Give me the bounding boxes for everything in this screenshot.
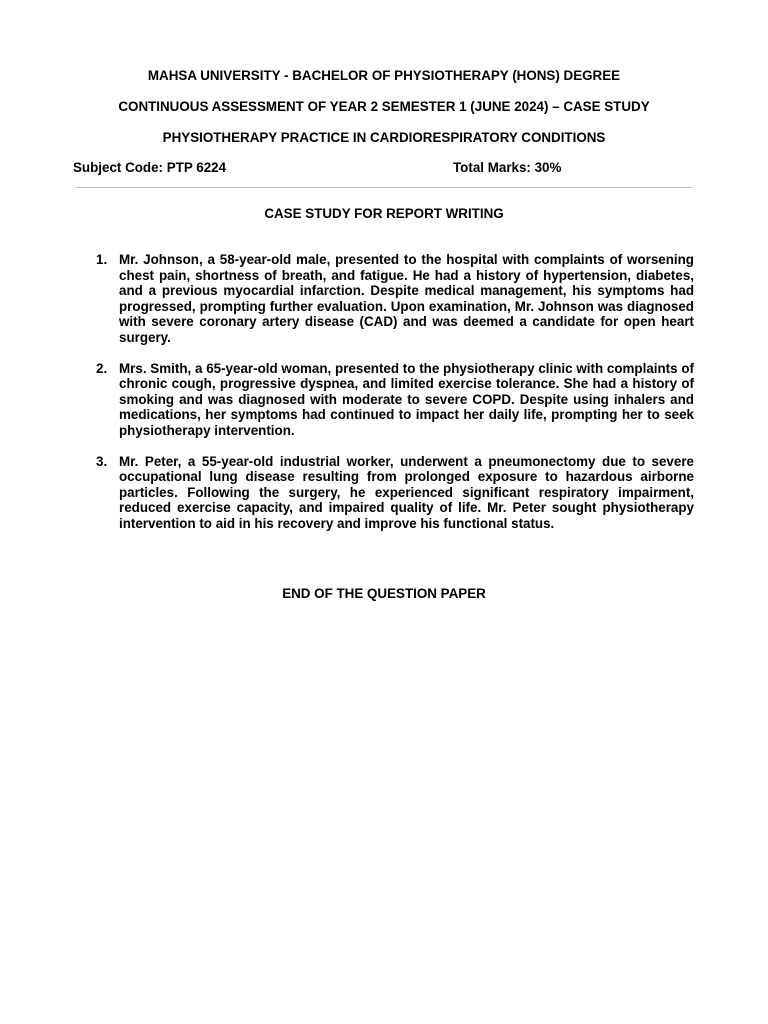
- case-text: Mr. Peter, a 55-year-old industrial worker, underwent a pneumonectomy due to severe occupational lung disease resulting from prolonged exposure to hazardous airborne particles. Following the surgery, he experienced significant respiratory impairment, reduced exercise capacity, and impaired quality of life. Mr. Peter sought physiotherapy intervention to aid in his recovery and improve his functional status.: [119, 453, 694, 531]
- case-number: 3.: [96, 453, 108, 469]
- subject-code: Subject Code: PTP 6224: [73, 160, 227, 175]
- course-heading: PHYSIOTHERAPY PRACTICE IN CARDIORESPIRATORY CONDITIONS: [162, 130, 606, 145]
- case-item: [96, 454, 694, 532]
- case-number: 1.: [96, 252, 108, 267]
- case-number: 2.: [96, 360, 108, 376]
- assessment-heading: CONTINUOUS ASSESSMENT OF YEAR 2 SEMESTER 1 (JUNE 2024) – CASE STUDY: [118, 99, 650, 114]
- case-text: Mrs. Smith, a 65-year-old woman, presented to the physiotherapy clinic with complaints of chronic cough, progressive dyspnea, and limited exercise tolerance. She had a history of smoking and was diagnosed with moderate to severe COPD. Despite using inhalers and medications, her symptoms had continued to impact her daily life, prompting her to seek physiotherapy intervention.: [119, 360, 694, 438]
- end-of-paper: END OF THE QUESTION PAPER: [282, 586, 486, 601]
- section-title: CASE STUDY FOR REPORT WRITING: [264, 206, 504, 221]
- total-marks: Total Marks: 30%: [453, 160, 562, 175]
- header-divider: [76, 187, 692, 188]
- case-text: Mr. Johnson, a 58-year-old male, presented to the hospital with complaints of worsening chest pain, shortness of breath, and fatigue. He had a history of hypertension, diabetes, and a previous myocardial infarction. Despite medical management, his symptoms had progressed, prompting further evaluation. Upon examination, Mr. Johnson was diagnosed with severe coronary artery disease (CAD) and was deemed a candidate for open heart surgery.: [119, 252, 694, 345]
- case-item: [96, 252, 694, 345]
- case-list: [96, 252, 694, 547]
- case-item: [96, 361, 694, 439]
- university-heading: MAHSA UNIVERSITY - BACHELOR OF PHYSIOTHERAPY (HONS) DEGREE: [147, 68, 621, 83]
